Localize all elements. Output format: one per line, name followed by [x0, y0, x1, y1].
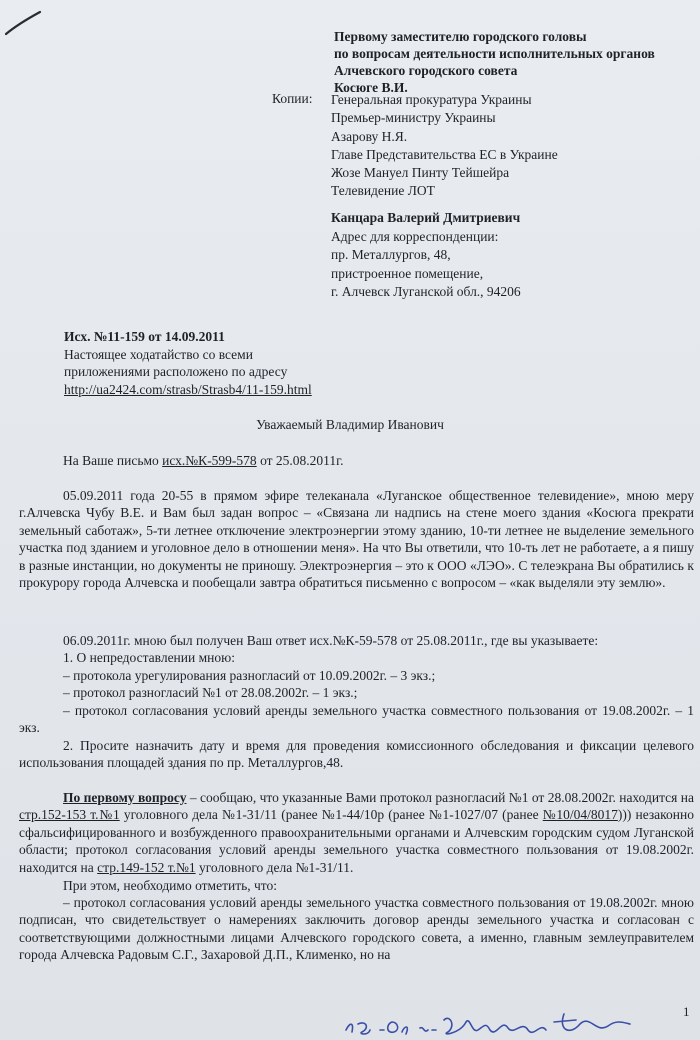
case-page-link: стр.149-152 т.№1: [97, 859, 196, 875]
address-city: г. Алчевск Луганской обл., 94206: [331, 284, 521, 299]
text-run: уголовного дела №1-31/11.: [195, 859, 354, 875]
list-item: – протокол разногласий №1 от 28.08.2002г. – 1 экз.;: [63, 685, 358, 701]
outgoing-number: Исх. №11-159 от 14.09.2011: [64, 329, 225, 344]
body-paragraph-6: – протокол согласования условий аренды земельного участка совместного пользования от 19.08.2002г. мною подписан, что свидетельствует о намерениях заключить договор аренды земельного участка и согласован с соответствующими должностными лицами Алчевского городского совета, а именно, главным землеуправителем города Алчевска Радовым С.Г., Захаровой Д.П., Клименко, но на: [19, 895, 694, 963]
outgoing-note: приложениями расположено по адресу: [64, 364, 288, 379]
text-run: – сообщаю, что указанные Вами протокол разногласий №1 от 28.08.2002г. находится на: [186, 790, 694, 805]
body-paragraph-4: [19, 789, 694, 876]
body-paragraph-1: 05.09.2011 года 20-55 в прямом эфире телеканала «Луганское общественное телевидение», мною меру г.Алчевска Чубу В.Е. и Вам был задан вопрос – «Связана ли надпись на стене моего здания «Косюга прекрати земельный саботаж», 5-ти летнее отключение электроэнергии этому зданию, 10-ти летнее не выделение земельного участка под зданием и уголовное дело в отношении меня». На что Вы ответили, что 10-ть лет не работаете, а я пишу в разные инстанции, но документы не приношу. Электроэнергия – это к ООО «ЛЭО». С телеэкрана Вы обратились к прокурору города Алчевска и пообещали завтра обратиться письменно с вопросом – «как выделяли эту землю».: [19, 488, 694, 591]
salutation: Уважаемый Владимир Иванович: [256, 417, 444, 432]
copy-recipient: Главе Представительства ЕС в Украине: [331, 146, 558, 162]
case-number-link: №10/04/8017: [542, 807, 618, 823]
outgoing-reference: [64, 328, 384, 398]
body-paragraph-5: При этом, необходимо отметить, что:: [63, 878, 278, 893]
body-paragraph-3: 2. Просите назначить дату и время для проведения комиссионного обследования и фиксации целевого использования площадей здания по пр. Металлургов,48.: [19, 738, 694, 771]
case-page-link: стр.152-153 т.№1: [19, 807, 120, 823]
addressee-line: Первому заместителю городского головы: [334, 29, 587, 44]
copies-list: [331, 91, 691, 201]
addressee-line: Алчевского городского совета: [334, 63, 518, 78]
letter-reference-link: исх.№К-599-578: [162, 453, 257, 468]
document-url-link[interactable]: http://ua2424.com/strasb/Strasb4/11-159.html: [64, 381, 312, 397]
text-line: 06.09.2011г. мною был получен Ваш ответ исх.№К-59-578 от 25.08.2011г., где вы указываете:: [63, 633, 599, 648]
copy-recipient: Жозе Мануел Пинту Тейшейра: [331, 165, 510, 181]
body-paragraph-2: [19, 632, 694, 736]
sender-name: Канцара Валерий Дмитриевич: [331, 210, 521, 225]
list-item: 1. О непредоставлении мною:: [63, 650, 235, 666]
text-run: от 25.08.2011г.: [256, 453, 344, 468]
list-item: – протокол согласования условий аренды земельного участка совместного пользования от 19.08.2002г. – 1 экз.: [19, 702, 694, 736]
address-premises: пристроенное помещение,: [331, 265, 484, 281]
copy-recipient: Телевидение ЛОТ: [331, 183, 435, 199]
text-run: ))) незаконно сфальсифицированного и возбужденного правоохранительными органами и Алчевским городским судом Луганской области; протокол согласования условий аренды земельного участка совместного пользования от 19.08.2002г. находится на: [19, 807, 695, 875]
first-question-heading: По первому вопросу: [63, 790, 187, 805]
text-run: На Ваше письмо: [63, 453, 163, 468]
outgoing-note: Настоящее ходатайство со всеми: [64, 346, 253, 362]
address-label: Адрес для корреспонденции:: [331, 228, 499, 244]
handwritten-signature: [340, 1000, 660, 1040]
copies-label: Копии:: [272, 91, 313, 106]
text-run: уголовного дела №1-31/11 (ранее №1-44/10р (ранее №1-1027/07 (ранее: [119, 807, 543, 823]
copy-recipient: Азарову Н.Я.: [331, 128, 408, 144]
list-item: – протокола урегулирования разногласий от 10.09.2002г. – 3 экз.;: [63, 667, 436, 683]
page-number: 1: [683, 1004, 690, 1019]
sender-block: [331, 209, 691, 302]
pen-stroke-mark: [4, 8, 44, 38]
addressee-block: [334, 28, 694, 96]
addressee-name: Косюге В.И.: [334, 80, 408, 95]
copy-recipient: Премьер-министру Украины: [331, 110, 496, 126]
addressee-line: по вопросам деятельности исполнительных органов: [334, 46, 655, 61]
copy-recipient: Генеральная прокуратура Украины: [331, 92, 532, 107]
address-street: пр. Металлургов, 48,: [331, 247, 451, 262]
reference-paragraph: [19, 452, 694, 469]
